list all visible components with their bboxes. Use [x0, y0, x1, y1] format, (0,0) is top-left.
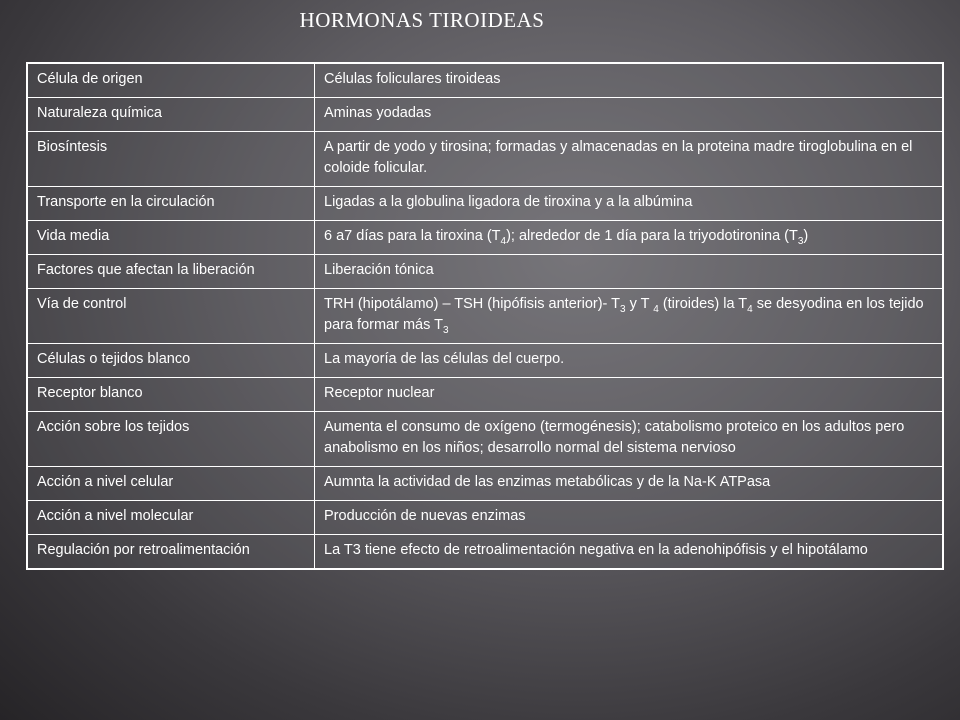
row-label: Naturaleza química — [27, 98, 315, 132]
table-row — [27, 501, 943, 535]
hormone-table — [26, 62, 944, 570]
row-value: Producción de nuevas enzimas — [315, 501, 944, 535]
row-value: Células foliculares tiroideas — [315, 63, 944, 98]
table-row — [27, 378, 943, 412]
row-value: 6 a7 días para la tiroxina $(T_4)$; alrededor de 1 día para la triyodotironina $(T_3)$ — [315, 221, 944, 255]
row-label: Células o tejidos blanco — [27, 344, 315, 378]
table-row — [27, 221, 943, 255]
table-row — [27, 344, 943, 378]
row-label: Acción a nivel celular — [27, 467, 315, 501]
table-row — [27, 467, 943, 501]
table-row — [27, 187, 943, 221]
row-label: Célula de origen — [27, 63, 315, 98]
table-row — [27, 98, 943, 132]
row-value: Liberación tónica — [315, 255, 944, 289]
row-value: TRH (hipotálamo) – TSH (hipófisis anterior)- $T_3$ y T $_4$ (tiroides) la $T_4$ se desyodina en los tejido para formar más $T_3$ — [315, 289, 944, 344]
table-row — [27, 535, 943, 570]
row-label: Vida media — [27, 221, 315, 255]
row-value: Aumenta el consumo de oxígeno (termogénesis); catabolismo proteico en los adultos pero anabolismo en los niños; desarrollo normal del sistema nervioso — [315, 412, 944, 467]
row-label: Biosíntesis — [27, 132, 315, 187]
table-row — [27, 63, 943, 98]
table-row — [27, 132, 943, 187]
row-value: La T3 tiene efecto de retroalimentación negativa en la adenohipófisis y el hipotálamo — [315, 535, 944, 570]
row-value: Aumnta la actividad de las enzimas metabólicas y de la Na-K ATPasa — [315, 467, 944, 501]
row-label: Transporte en la circulación — [27, 187, 315, 221]
table-row — [27, 289, 943, 344]
table-row — [27, 255, 943, 289]
row-label: Regulación por retroalimentación — [27, 535, 315, 570]
row-label: Receptor blanco — [27, 378, 315, 412]
row-label: Vía de control — [27, 289, 315, 344]
row-value: Receptor nuclear — [315, 378, 944, 412]
row-label: Acción sobre los tejidos — [27, 412, 315, 467]
row-value: A partir de yodo y tirosina; formadas y almacenadas en la proteina madre tiroglobulina en el coloide folicular. — [315, 132, 944, 187]
row-value: Aminas yodadas — [315, 98, 944, 132]
page-title: HORMONAS TIROIDEAS — [299, 8, 545, 32]
row-label: Acción a nivel molecular — [27, 501, 315, 535]
row-label: Factores que afectan la liberación — [27, 255, 315, 289]
table-row — [27, 412, 943, 467]
row-value: La mayoría de las células del cuerpo. — [315, 344, 944, 378]
row-value: Ligadas a la globulina ligadora de tiroxina y a la albúmina — [315, 187, 944, 221]
